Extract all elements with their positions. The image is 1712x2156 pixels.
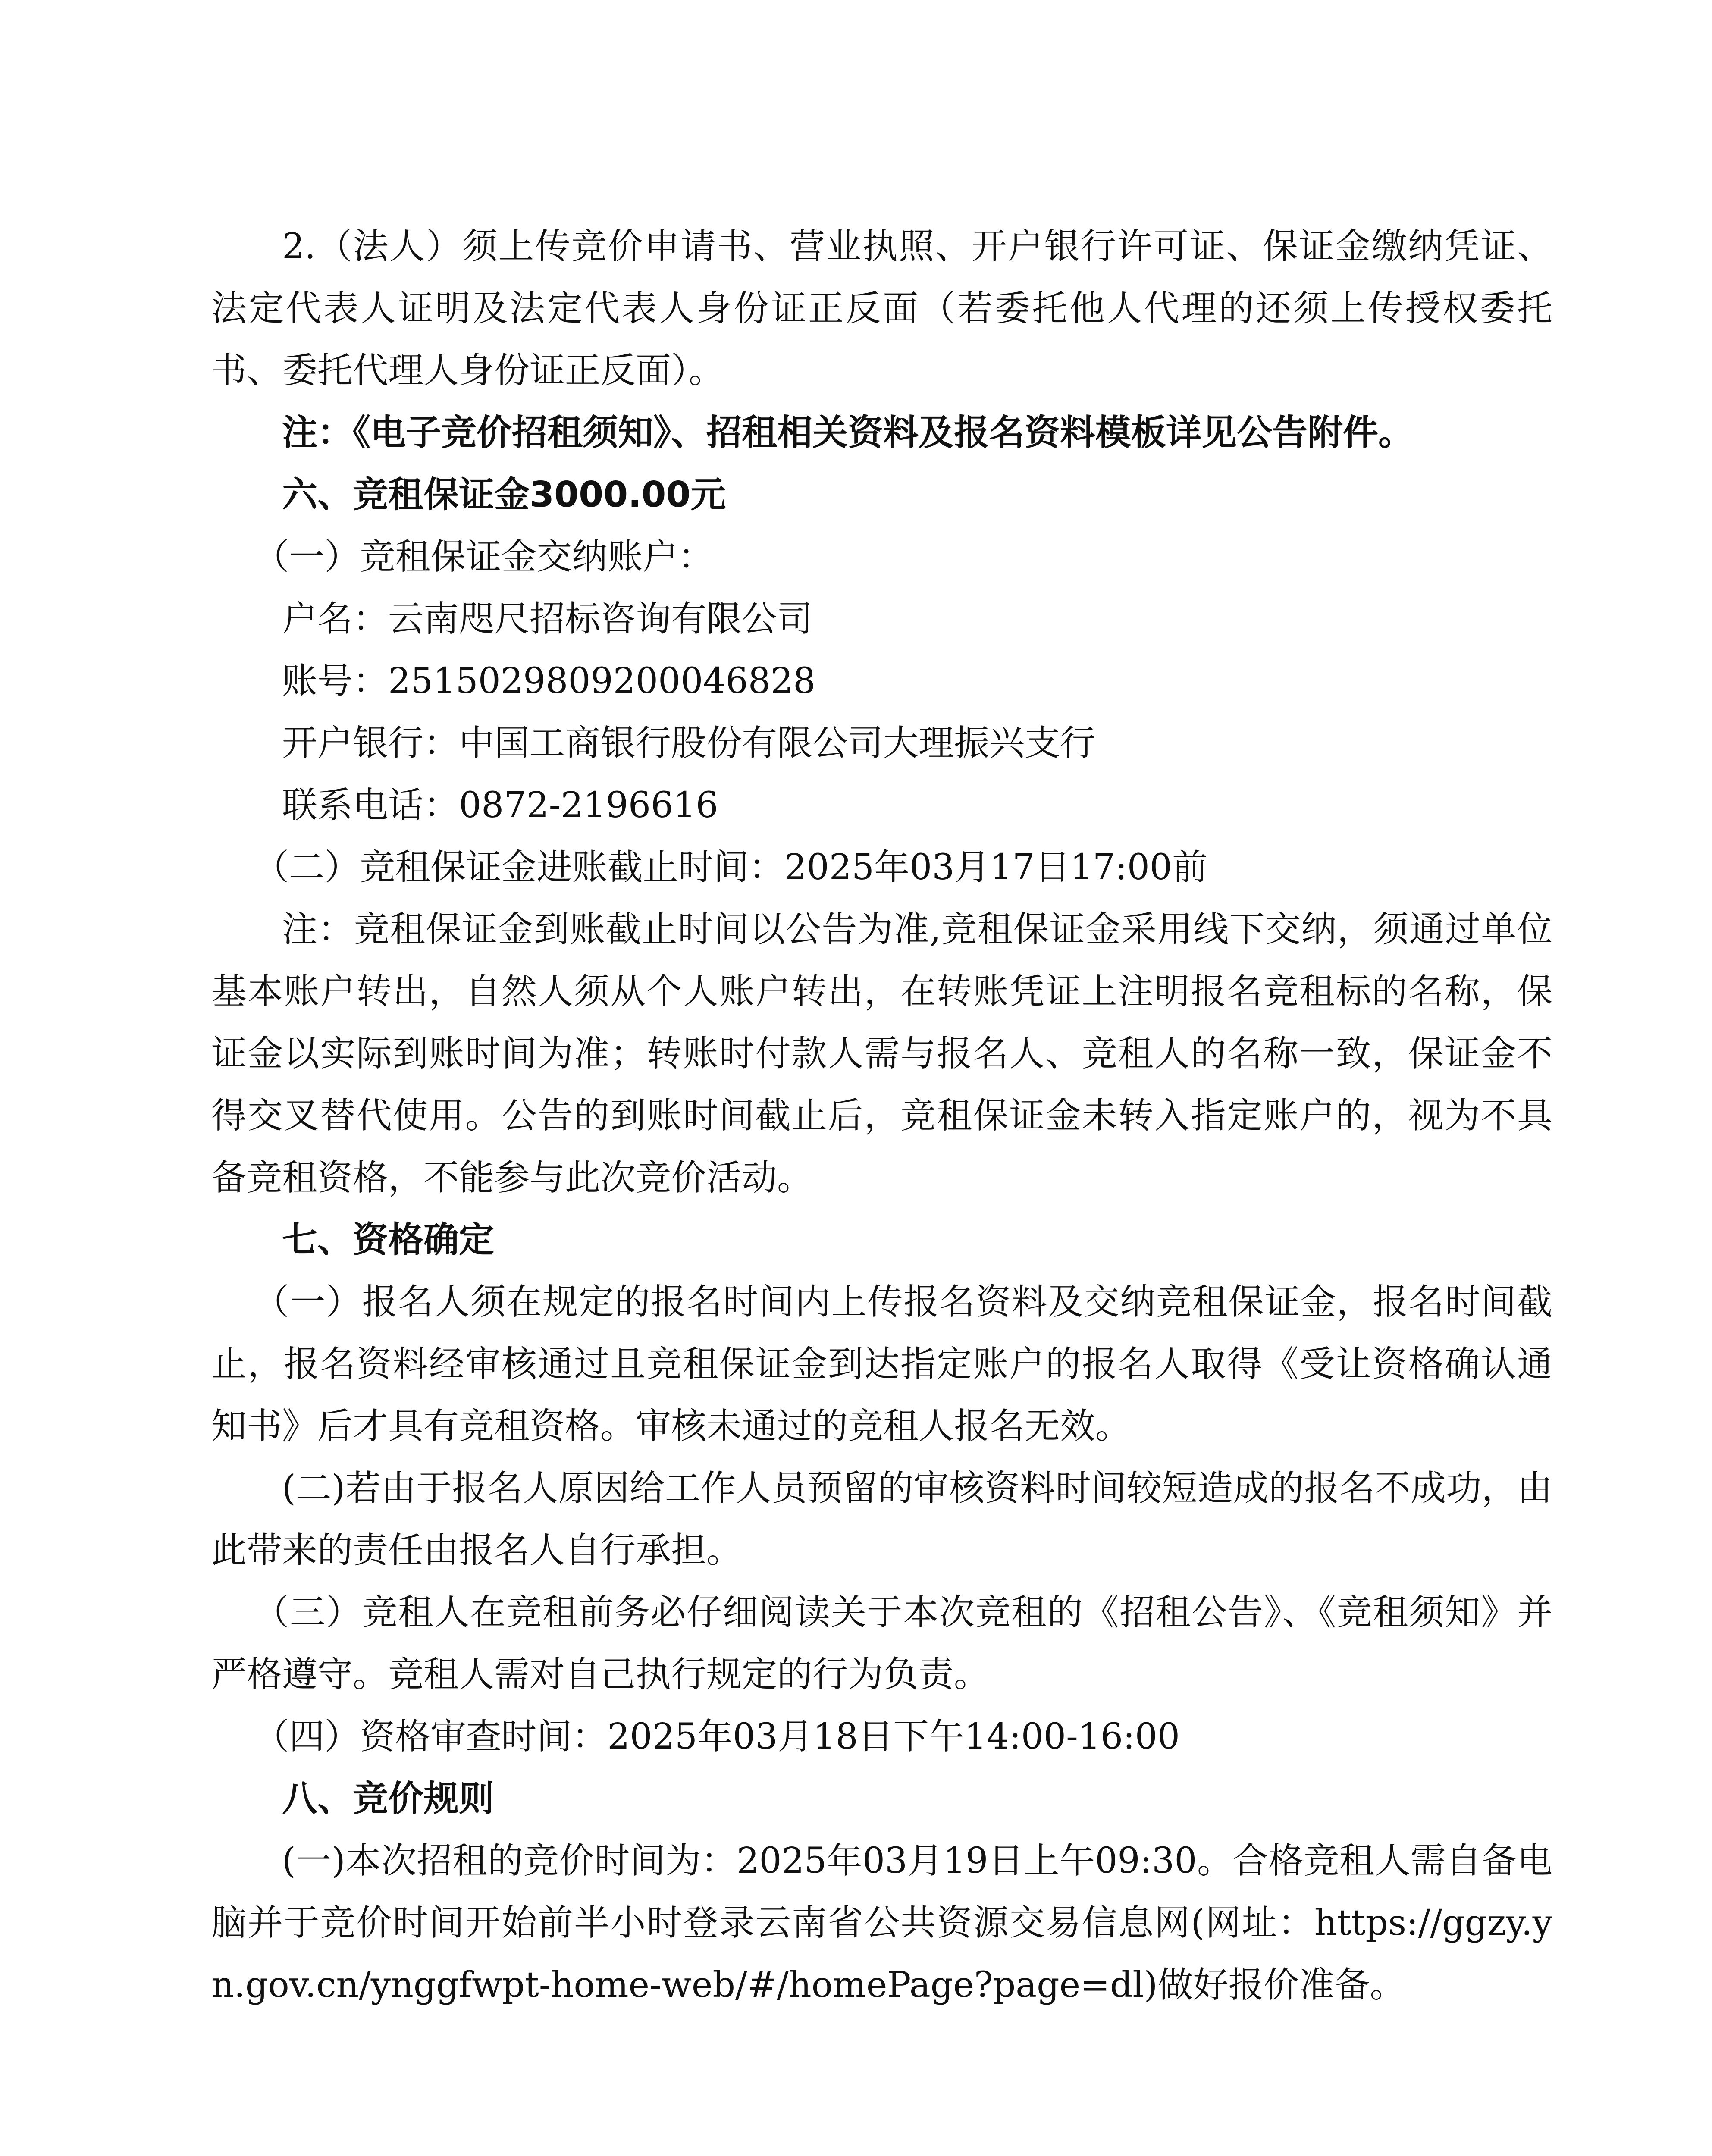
paragraph: 2.（法人）须上传竞价申请书、营业执照、开户银行许可证、保证金缴纳凭证、法定代表人证明及法定代表人身份证正反面（若委托他人代理的还须上传授权委托书、委托代理人身份证正反面）。 [211,226,1552,391]
note-paragraph: 注：竞租保证金到账截止时间以公告为准,竞租保证金采用线下交纳，须通过单位基本账户转出，自然人须从个人账户转出，在转账凭证上注明报名竞租标的名称，保证金以实际到账时间为准；转账时付款人需与报名人、竞租人的名称一致，保证金不得交叉替代使用。公告的到账时间截止后，竞租保证金未转入指定账户的，视为不具备竞租资格，不能参与此次竞价活动。 [211,909,1552,1198]
paragraph: （三）竞租人在竞租前务必仔细阅读关于本次竞租的《招租公告》、《竞租须知》并严格遵守。竞租人需对自己执行规定的行为负责。 [211,1592,1552,1695]
section-heading-8: 八、竞价规则 [282,1778,495,1819]
account-name: 户名：云南咫尺招标咨询有限公司 [282,599,813,639]
account-number: 账号：2515029809200046828 [282,661,816,702]
paragraph: （二）竞租保证金进账截止时间：2025年03月17日17:00前 [254,847,1208,888]
bank-name: 开户银行：中国工商银行股份有限公司大理振兴支行 [282,723,1096,764]
paragraph: （四）资格审查时间：2025年03月18日下午14:00-16:00 [254,1716,1180,1757]
paragraph: （一）竞租保证金交纳账户： [254,536,714,577]
section-heading-6: 六、竞租保证金3000.00元 [282,474,726,515]
paragraph: （一）报名人须在规定的报名时间内上传报名资料及交纳竞租保证金，报名时间截止，报名资料经审核通过且竞租保证金到达指定账户的报名人取得《受让资格确认通知书》后才具有竞租资格。审核未通过的竞租人报名无效。 [211,1282,1552,1447]
paragraph: (一)本次招租的竞价时间为：2025年03月19日上午09:30。合格竞租人需自备电脑并于竞价时间开始前半小时登录云南省公共资源交易信息网(网址：https://ggzy.yn.gov.cn/ynggfwpt-home-web/#/homePage?page=dl)做好报价准备。 [211,1840,1552,2006]
note-paragraph: 注：《电子竞价招租须知》、招租相关资料及报名资料模板详见公告附件。 [282,412,1414,453]
section-heading-7: 七、资格确定 [282,1219,495,1260]
document-body [211,216,1552,2016]
contact-phone: 联系电话：0872-2196616 [282,785,718,826]
paragraph: (二)若由于报名人原因给工作人员预留的审核资料时间较短造成的报名不成功，由此带来的责任由报名人自行承担。 [211,1468,1552,1571]
